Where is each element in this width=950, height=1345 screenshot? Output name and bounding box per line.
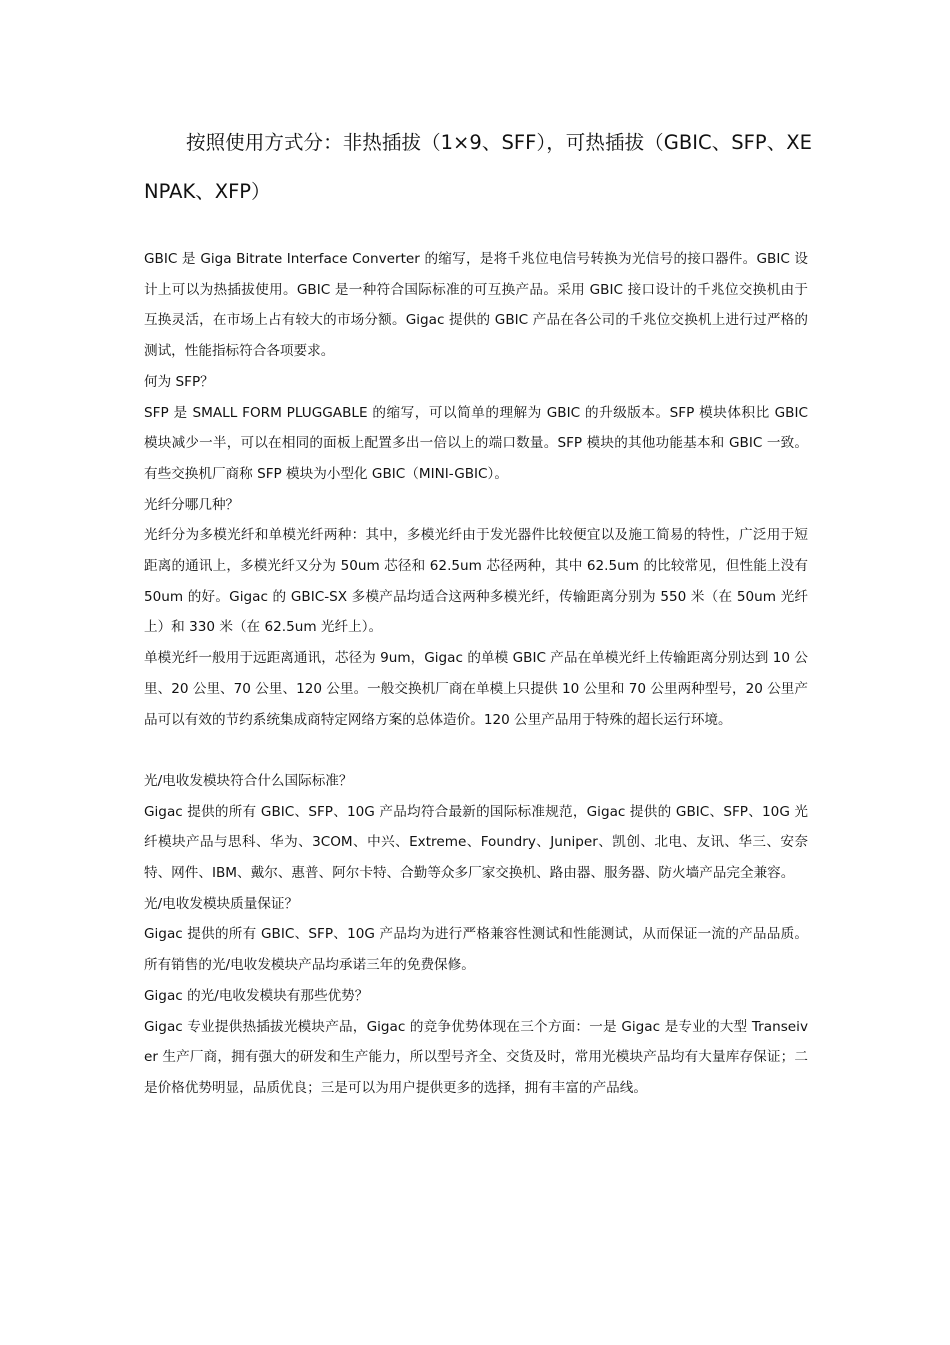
advantages-question: Gigac 的光/电收发模块有那些优势？ [144, 987, 369, 1004]
fiber-types-question: 光纤分哪几种？ [144, 496, 240, 513]
gbic-definition-paragraph: GBIC 是 Giga Bitrate Interface Converter 的缩写，是将千兆位电信号转换为光信号的接口器件。GBIC 设计上可以为热插拔使用。GBIC 是一种符合国际标准的可互换产品。采用 GBIC 接口设计的千兆位交换机由于互换灵活，在市场上占有较大的市场分额。Gigac 提供的 GBIC 产品在各公司的千兆位交换机上进行过严格的测试，性能指标符合各项要求。 [144, 251, 808, 360]
advantages-answer-paragraph: Gigac 专业提供热插拔光模块产品，Gigac 的竞争优势体现在三个方面：一是 Gigac 是专业的大型 Transeiver 生产厂商，拥有强大的研发和生产能力，所以型号齐全、交货及时，常用光模块产品均有大量库存保证；二是价格优势明显，品质优良；三是可以为用户提供更多的选择，拥有丰富的产品线。 [144, 1018, 808, 1096]
intro-heading: 按照使用方式分：非热插拔（1×9、SFF），可热插拔（GBIC、SFP、XENPAK、XFP） [144, 131, 812, 203]
sfp-definition-paragraph: SFP 是 SMALL FORM PLUGGABLE 的缩写，可以简单的理解为 GBIC 的升级版本。SFP 模块体积比 GBIC 模块减少一半，可以在相同的面板上配置多出一倍以上的端口数量。SFP 模块的其他功能基本和 GBIC 一致。有些交换机厂商称 SFP 模块为小型化 GBIC（MINI-GBIC）。 [144, 404, 808, 482]
sfp-question: 何为 SFP？ [144, 373, 214, 390]
standards-question: 光/电收发模块符合什么国际标准？ [144, 772, 353, 789]
standards-answer-paragraph: Gigac 提供的所有 GBIC、SFP、10G 产品均符合最新的国际标准规范，Gigac 提供的 GBIC、SFP、10G 光纤模块产品与思科、华为、3COM、中兴、Extreme、Foundry、Juniper、凯创、北电、友讯、华三、安奈特、网件、IBM、戴尔、惠普、阿尔卡特、合勤等众多厂家交换机、路由器、服务器、防火墙产品完全兼容。 [144, 803, 808, 882]
multimode-fiber-paragraph: 光纤分为多模光纤和单模光纤两种：其中，多模光纤由于发光器件比较便宜以及施工简易的特性，广泛用于短距离的通讯上，多模光纤又分为 50um 芯径和 62.5um 芯径两种，其中 62.5um 的比较常见，但性能上没有 50um 的好。Gigac 的 GBIC-SX 多模产品均适合这两种多模光纤，传输距离分别为 550 米（在 50um 光纤上）和 330 米（在 62.5um 光纤上）。 [144, 527, 808, 636]
quality-answer-paragraph: Gigac 提供的所有 GBIC、SFP、10G 产品均为进行严格兼容性测试和性能测试，从而保证一流的产品品质。所有销售的光/电收发模块产品均承诺三年的免费保修。 [144, 926, 808, 974]
document-body [144, 244, 808, 1104]
quality-question: 光/电收发模块质量保证？ [144, 895, 299, 912]
paragraph-spacer [144, 735, 808, 766]
singlemode-fiber-paragraph: 单模光纤一般用于远距离通讯，芯径为 9um，Gigac 的单模 GBIC 产品在单模光纤上传输距离分别达到 10 公里、20 公里、70 公里、120 公里。一般交换机厂商在单模上只提供 10 公里和 70 公里两种型号，20 公里产品可以有效的节约系统集成商特定网络方案的总体造价。120 公里产品用于特殊的超长运行环境。 [144, 650, 808, 728]
